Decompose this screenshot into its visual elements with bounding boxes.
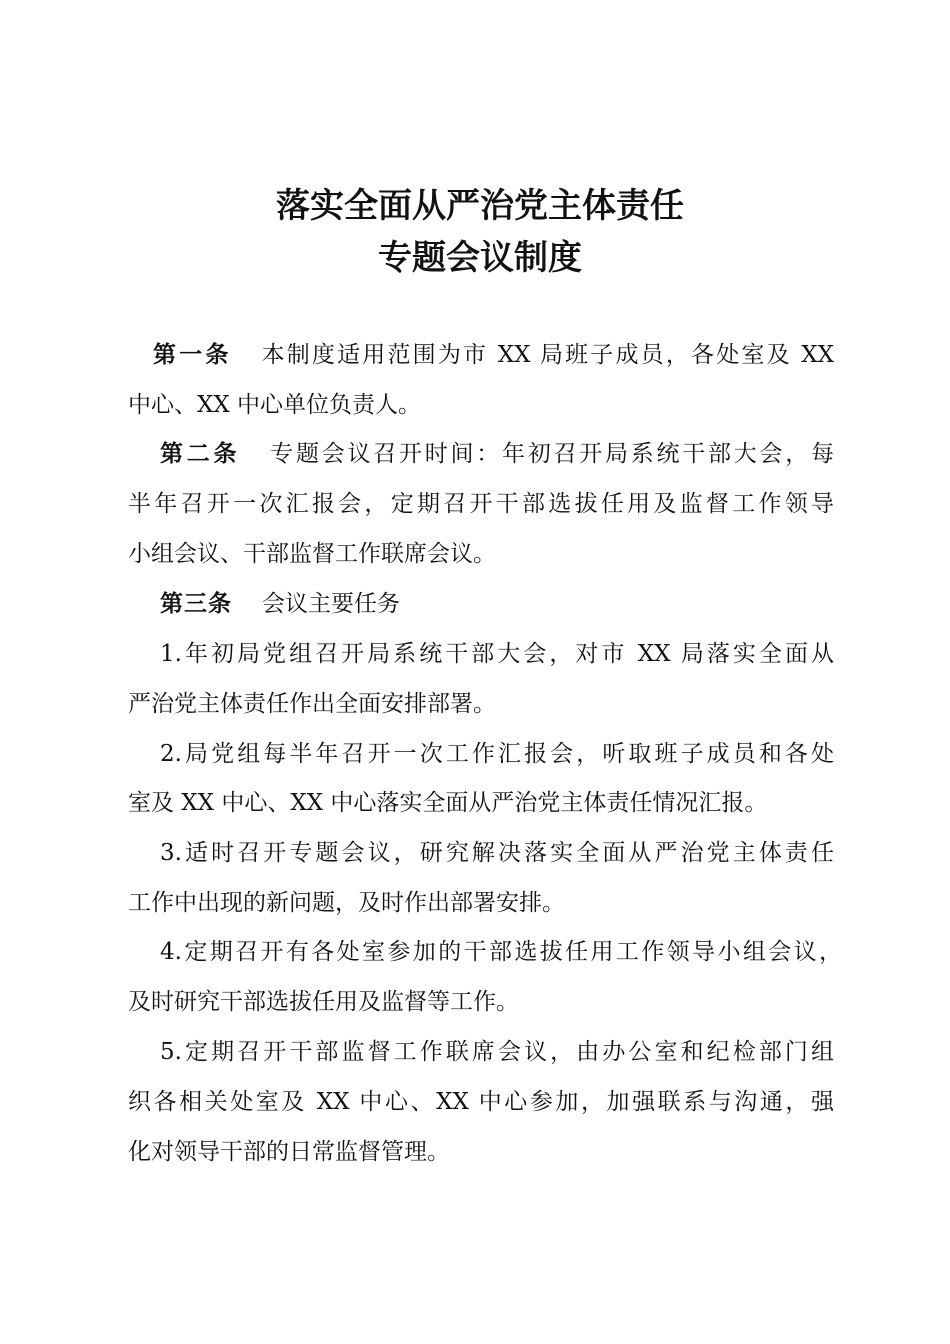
item2-line2: 室及 XX 中心、XX 中心落实全面从严治党主体责任情况汇报。: [128, 790, 768, 816]
document-title-line2: 专题会议制度: [378, 238, 582, 278]
article3-label: 第三条: [160, 591, 232, 617]
article2-line3: 小组会议、干部监督工作联席会议。: [128, 541, 496, 567]
document-title-line1: 落实全面从严治党主体责任: [276, 186, 684, 226]
item3-line1: 3.适时召开专题会议，研究解决落实全面从严治党主体责任: [160, 840, 834, 866]
item5-line1: 5.定期召开干部监督工作联席会议，由办公室和纪检部门组: [160, 1039, 834, 1065]
article1-line2: 中心、XX 中心单位负责人。: [128, 392, 422, 418]
article2-line2: 半年召开一次汇报会，定期召开干部选拔任用及监督工作领导: [128, 491, 834, 517]
item4-line2: 及时研究干部选拔任用及监督等工作。: [128, 989, 519, 1015]
article1-label: 第一条: [153, 342, 232, 368]
article2-line1: [160, 439, 834, 469]
item3-line2: 工作中出现的新问题，及时作出部署安排。: [128, 890, 565, 916]
article1-line1: [153, 340, 834, 370]
article2-label: 第二条: [160, 441, 241, 467]
article1-text1: 本制度适用范围为市 XX 局班子成员，各处室及 XX: [261, 342, 835, 368]
item2-line1: 2.局党组每半年召开一次工作汇报会，听取班子成员和各处: [160, 741, 834, 767]
item1-line1: 1.年初局党组召开局系统干部大会，对市 XX 局落实全面从: [160, 641, 834, 667]
article2-text1: 专题会议召开时间：年初召开局系统干部大会，每: [270, 441, 834, 467]
item5-line3: 化对领导干部的日常监督管理。: [128, 1139, 450, 1165]
article3-line1: [160, 589, 834, 619]
item1-line2: 严治党主体责任作出全面安排部署。: [128, 691, 496, 717]
item4-line1: 4.定期召开有各处室参加的干部选拔任用工作领导小组会议，: [160, 939, 842, 965]
article3-text1: 会议主要任务: [262, 591, 400, 617]
item5-line2: 织各相关处室及 XX 中心、XX 中心参加，加强联系与沟通，强: [128, 1089, 834, 1115]
